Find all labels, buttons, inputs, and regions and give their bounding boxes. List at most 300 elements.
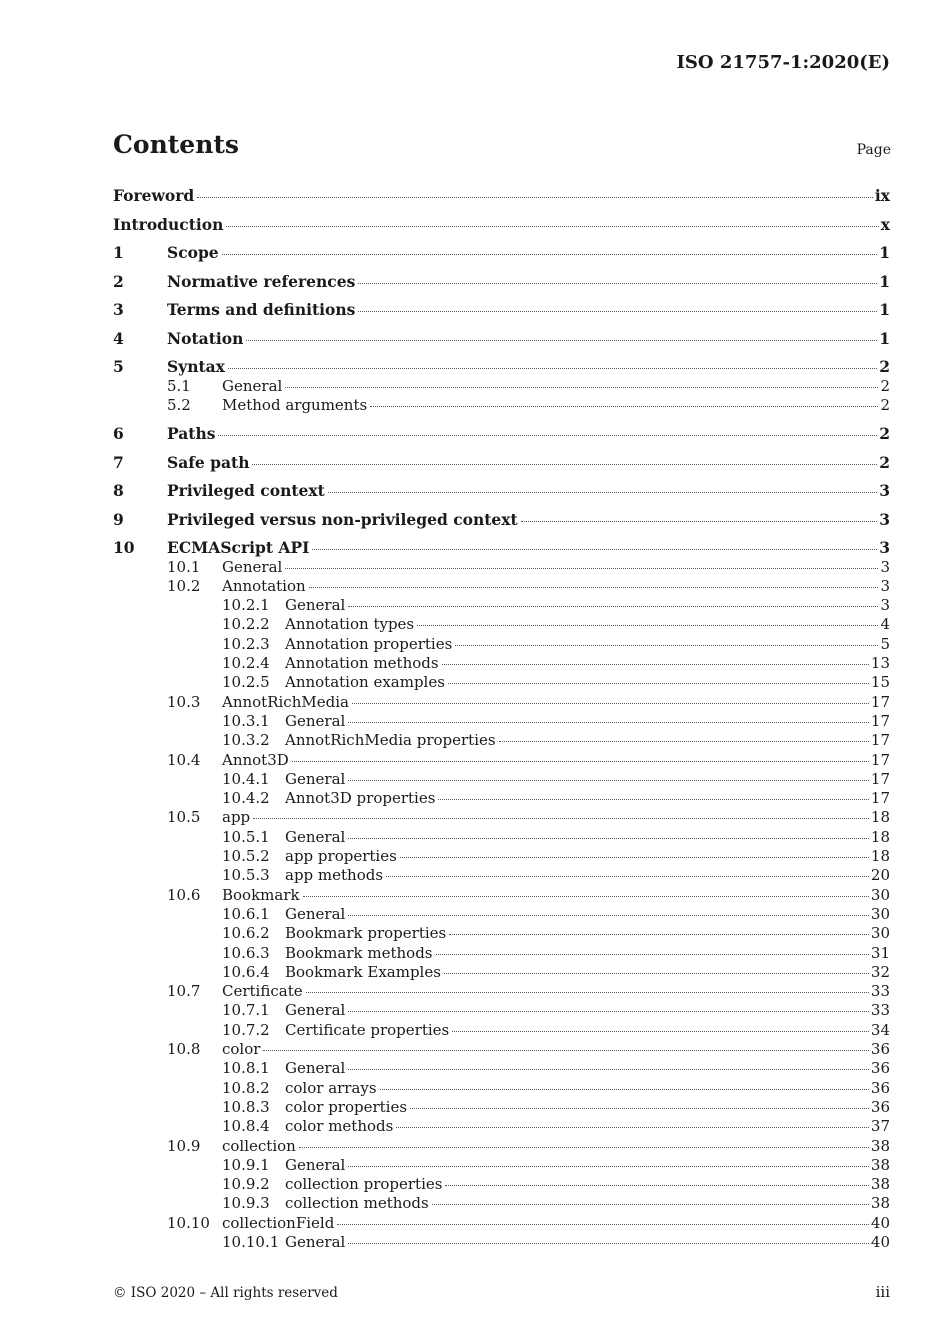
toc-entry-line — [222, 808, 890, 827]
toc-entry-title: Annotation examples — [285, 673, 445, 692]
dot-leader — [348, 605, 878, 607]
toc-entry-title: Foreword — [113, 186, 195, 205]
dot-leader — [386, 875, 869, 877]
toc-entry-line — [222, 1214, 890, 1233]
toc-entry[interactable] — [113, 789, 890, 808]
dot-leader — [348, 721, 869, 723]
toc-entry-line — [285, 615, 890, 634]
toc-entry[interactable] — [113, 1137, 890, 1156]
toc-entry-page: 2 — [879, 452, 890, 472]
toc-entry[interactable] — [113, 558, 890, 577]
toc-entry-line — [285, 1079, 890, 1098]
toc-entry-number: 10.8.1 — [222, 1059, 270, 1078]
toc-entry-page: 17 — [870, 789, 890, 808]
toc-entry-title: Privileged versus non-privileged context — [167, 509, 518, 529]
toc-entry-title: Introduction — [113, 214, 224, 234]
dot-leader — [410, 1107, 869, 1109]
toc-entry-line — [167, 243, 890, 263]
toc-entry[interactable] — [113, 377, 890, 396]
dot-leader — [348, 837, 869, 839]
dot-leader — [226, 225, 878, 227]
dot-leader — [370, 405, 878, 407]
toc-entry-page: 1 — [879, 271, 890, 291]
toc-entry-number: 10.5.3 — [222, 866, 270, 885]
toc-entry-page: 17 — [870, 711, 890, 730]
toc-entry-page: 1 — [879, 300, 890, 319]
toc-entry[interactable] — [113, 272, 890, 292]
toc-entry-line — [167, 424, 890, 444]
dot-leader — [442, 663, 869, 665]
toc-entry-title: Annot3D properties — [285, 789, 436, 808]
toc-entry-line — [222, 577, 890, 596]
dot-leader — [312, 548, 877, 550]
dot-leader — [400, 856, 869, 858]
toc-entry[interactable] — [113, 654, 890, 673]
toc-entry-line — [222, 751, 890, 770]
toc-entry[interactable] — [113, 453, 890, 473]
dot-leader — [348, 1010, 869, 1012]
toc-entry-title: General — [285, 1001, 346, 1020]
toc-entry-title: Syntax — [167, 357, 225, 376]
toc-entry-line — [285, 828, 890, 847]
page-title: Contents — [113, 130, 240, 159]
toc-entry-number: 10.4.2 — [222, 789, 270, 808]
toc-entry-page: 17 — [870, 769, 890, 788]
toc-entry[interactable] — [113, 1233, 890, 1252]
toc-entry-number: 10.3.2 — [222, 731, 270, 750]
toc-entry-page: 3 — [879, 481, 890, 501]
toc-entry-line — [285, 770, 890, 789]
toc-entry-page: 40 — [870, 1232, 890, 1251]
toc-entry-number: 8 — [113, 481, 124, 501]
toc-entry[interactable] — [113, 905, 890, 924]
toc-entry-number: 1 — [113, 243, 124, 262]
toc-entry-line — [113, 215, 890, 235]
dot-leader — [337, 1223, 869, 1225]
toc-entry-number: 10.10.1 — [222, 1232, 280, 1251]
toc-entry-number: 10.6.2 — [222, 924, 270, 943]
toc-entry[interactable] — [113, 982, 890, 1001]
toc-entry-page: 34 — [870, 1020, 890, 1039]
toc-entry-number: 10.5 — [167, 808, 201, 827]
toc-entry-number: 10.2 — [167, 576, 201, 595]
toc-entry-page: 30 — [870, 904, 890, 923]
toc-entry-line — [285, 963, 890, 982]
toc-entry-title: General — [285, 827, 346, 846]
toc-entry[interactable] — [113, 1117, 890, 1136]
toc-entry-number: 10 — [113, 538, 135, 558]
dot-leader — [303, 895, 869, 897]
toc-entry-line — [167, 357, 890, 377]
toc-entry[interactable] — [113, 1214, 890, 1233]
standard-identifier: ISO 21757-1:2020(E) — [676, 52, 890, 73]
toc-entry-title: app methods — [285, 866, 384, 885]
toc-entry[interactable] — [113, 693, 890, 712]
toc-entry-line — [285, 673, 890, 692]
toc-entry[interactable] — [113, 577, 890, 596]
toc-entry-line — [222, 1137, 890, 1156]
toc-entry-title: General — [285, 1232, 346, 1251]
dot-leader — [352, 702, 869, 704]
toc-entry-title: Certificate properties — [285, 1020, 450, 1039]
toc-entry-line — [285, 1175, 890, 1194]
toc-entry-line — [113, 186, 890, 206]
toc-entry-title: color methods — [285, 1117, 394, 1136]
dot-leader — [285, 567, 878, 569]
toc-entry-page: 1 — [879, 328, 890, 348]
toc-entry-page: 38 — [870, 1136, 890, 1155]
dot-leader — [246, 339, 877, 341]
toc-entry-line — [285, 1233, 890, 1252]
toc-entry[interactable] — [113, 1194, 890, 1213]
toc-entry-title: collection — [222, 1136, 296, 1155]
toc-entry[interactable] — [113, 828, 890, 847]
toc-entry-line — [167, 300, 890, 320]
toc-entry-page: 2 — [880, 376, 890, 395]
toc-entry[interactable] — [113, 944, 890, 963]
toc-entry[interactable] — [113, 712, 890, 731]
toc-entry-number: 10.6.4 — [222, 962, 270, 981]
toc-entry-line — [285, 1001, 890, 1020]
toc-entry-number: 7 — [113, 452, 124, 472]
toc-entry-line — [167, 272, 890, 292]
toc-entry-line — [222, 693, 890, 712]
toc-entry-number: 10.2.2 — [222, 615, 270, 634]
dot-leader — [499, 740, 869, 742]
toc-entry-line — [285, 1059, 890, 1078]
toc-entry-number: 10.3.1 — [222, 711, 270, 730]
toc-entry[interactable] — [113, 635, 890, 654]
dot-leader — [197, 196, 873, 198]
toc-entry-page: 32 — [870, 962, 890, 981]
toc-entry-title: Bookmark — [222, 885, 300, 904]
dot-leader — [348, 1165, 869, 1167]
dot-leader — [328, 491, 877, 493]
toc-entry-line — [222, 558, 890, 577]
toc-entry[interactable] — [113, 300, 890, 320]
toc-entry-number: 10.8.2 — [222, 1078, 270, 1097]
toc-entry-number: 2 — [113, 271, 124, 291]
toc-entry-number: 10.5.1 — [222, 827, 270, 846]
toc-entry-number: 10.7 — [167, 982, 201, 1001]
toc-entry-number: 10.10 — [167, 1213, 210, 1232]
toc-entry-line — [222, 396, 890, 415]
toc-entry-number: 5 — [113, 357, 124, 376]
toc-entry-page: 36 — [870, 1040, 890, 1059]
toc-entry-line — [285, 789, 890, 808]
dot-leader — [449, 933, 869, 935]
toc-entry-title: Privileged context — [167, 481, 325, 501]
toc-entry-number: 10.2.3 — [222, 634, 270, 653]
dot-leader — [438, 798, 869, 800]
toc-entry-title: color properties — [285, 1097, 408, 1116]
toc-entry[interactable] — [113, 963, 890, 982]
toc-entry-page: 17 — [870, 692, 890, 711]
toc-entry-title: AnnotRichMedia — [222, 692, 349, 711]
toc-entry[interactable] — [113, 808, 890, 827]
toc-entry-title: Normative references — [167, 271, 356, 291]
page-number: iii — [875, 1283, 890, 1301]
toc-entry-title: Certificate — [222, 982, 303, 1001]
toc-entry-number: 10.6.3 — [222, 943, 270, 962]
toc-entry[interactable] — [113, 886, 890, 905]
toc-entry-page: 33 — [870, 1001, 890, 1020]
toc-entry-page: 36 — [870, 1078, 890, 1097]
toc-entry[interactable] — [113, 1059, 890, 1078]
toc-entry-title: app properties — [285, 847, 397, 866]
toc-entry-title: General — [285, 904, 346, 923]
toc-entry-page: 15 — [870, 673, 890, 692]
toc-entry-page: 36 — [870, 1097, 890, 1116]
toc-entry-title: General — [222, 376, 283, 395]
toc-entry-page: 18 — [870, 847, 890, 866]
toc-entry[interactable] — [113, 510, 890, 530]
dot-leader — [309, 586, 879, 588]
toc-entry-line — [285, 1021, 890, 1040]
toc-entry-title: Annotation methods — [285, 654, 439, 673]
toc-entry-page: 18 — [870, 808, 890, 827]
dot-leader — [380, 1088, 869, 1090]
toc-entry[interactable] — [113, 1175, 890, 1194]
toc-entry-line — [167, 329, 890, 349]
toc-entry-page: 3 — [880, 596, 890, 615]
toc-entry-number: 10.8.3 — [222, 1097, 270, 1116]
toc-entry[interactable] — [113, 243, 890, 263]
toc-entry-page: 30 — [870, 885, 890, 904]
toc-entry[interactable] — [113, 424, 890, 444]
toc-entry-title: Terms and definitions — [167, 300, 356, 319]
toc-entry-number: 10.9.2 — [222, 1175, 270, 1194]
toc-entry-title: collection properties — [285, 1175, 443, 1194]
toc-entry-page: 31 — [870, 943, 890, 962]
toc-entry-title: collection methods — [285, 1194, 429, 1213]
toc-entry-number: 4 — [113, 328, 124, 348]
toc-entry-title: color — [222, 1040, 261, 1059]
toc-entry-line — [285, 1117, 890, 1136]
toc-entry-page: 37 — [870, 1117, 890, 1136]
dot-leader — [445, 1184, 868, 1186]
toc-entry[interactable] — [113, 770, 890, 789]
toc-entry-title: Bookmark methods — [285, 943, 433, 962]
toc-entry-line — [285, 924, 890, 943]
toc-entry-page: 30 — [870, 924, 890, 943]
toc-entry-number: 10.2.5 — [222, 673, 270, 692]
dot-leader — [285, 386, 878, 388]
toc-entry-line — [167, 481, 890, 501]
toc-entry-number: 10.4 — [167, 750, 201, 769]
toc-entry-number: 10.4.1 — [222, 769, 270, 788]
dot-leader — [521, 520, 878, 522]
toc-entry-title: General — [285, 1059, 346, 1078]
dot-leader — [253, 817, 869, 819]
dot-leader — [358, 282, 877, 284]
dot-leader — [444, 972, 869, 974]
dot-leader — [436, 953, 869, 955]
toc-entry[interactable] — [113, 1156, 890, 1175]
toc-entry-title: Annotation properties — [285, 634, 453, 653]
toc-entry-line — [167, 538, 890, 558]
toc-entry-page: 17 — [870, 750, 890, 769]
toc-entry-title: General — [285, 711, 346, 730]
toc-entry-line — [285, 905, 890, 924]
toc-entry-page: 36 — [870, 1059, 890, 1078]
dot-leader — [306, 991, 869, 993]
dot-leader — [452, 1030, 869, 1032]
toc-entry-number: 9 — [113, 509, 124, 529]
toc-entry-line — [285, 712, 890, 731]
toc-entry[interactable] — [113, 1021, 890, 1040]
toc-entry-title: Safe path — [167, 452, 250, 472]
toc-entry-line — [167, 453, 890, 473]
toc-entry[interactable] — [113, 215, 890, 235]
dot-leader — [222, 253, 878, 255]
toc-entry[interactable] — [113, 186, 890, 206]
toc-entry-line — [285, 866, 890, 885]
toc-entry[interactable] — [113, 866, 890, 885]
dot-leader — [348, 914, 869, 916]
toc-entry[interactable] — [113, 538, 890, 558]
toc-entry[interactable] — [113, 924, 890, 943]
toc-entry-line — [285, 635, 890, 654]
dot-leader — [299, 1146, 869, 1148]
toc-entry-title: General — [285, 769, 346, 788]
page-column-label: Page — [856, 142, 891, 158]
toc-entry-page: 3 — [880, 557, 890, 576]
toc-entry[interactable] — [113, 731, 890, 750]
toc-entry-number: 6 — [113, 424, 124, 444]
toc-entry-page: 3 — [880, 576, 890, 595]
toc-entry-number: 10.9.3 — [222, 1194, 270, 1213]
toc-entry-page: 4 — [880, 615, 890, 634]
toc-entry-number: 10.1 — [167, 557, 201, 576]
toc-entry-page: 3 — [879, 538, 890, 558]
toc-entry[interactable] — [113, 615, 890, 634]
toc-entry-number: 10.5.2 — [222, 847, 270, 866]
toc-entry-page: 40 — [870, 1213, 890, 1232]
toc-entry-line — [222, 1040, 890, 1059]
toc-entry-line — [222, 377, 890, 396]
toc-entry-title: Annot3D — [222, 750, 289, 769]
toc-entry-line — [285, 731, 890, 750]
toc-entry-title: collectionField — [222, 1213, 335, 1232]
toc-entry-number: 10.2.4 — [222, 654, 270, 673]
dot-leader — [348, 1068, 869, 1070]
table-of-contents — [113, 186, 890, 1252]
toc-entry-line — [285, 596, 890, 615]
toc-entry-number: 10.8 — [167, 1040, 201, 1059]
toc-entry-title: AnnotRichMedia properties — [285, 731, 496, 750]
toc-entry-page: 38 — [870, 1155, 890, 1174]
toc-entry-line — [285, 1156, 890, 1175]
toc-entry[interactable] — [113, 847, 890, 866]
toc-entry-number: 10.7.2 — [222, 1020, 270, 1039]
toc-entry[interactable] — [113, 329, 890, 349]
toc-entry-number: 10.3 — [167, 692, 201, 711]
toc-entry-line — [285, 944, 890, 963]
toc-entry-page: 33 — [870, 982, 890, 1001]
toc-entry-line — [285, 654, 890, 673]
toc-entry-number: 10.7.1 — [222, 1001, 270, 1020]
toc-entry-page: 1 — [879, 243, 890, 262]
toc-entry-title: General — [285, 596, 346, 615]
toc-entry-page: 38 — [870, 1175, 890, 1194]
toc-entry-page: 18 — [870, 827, 890, 846]
toc-entry[interactable] — [113, 673, 890, 692]
toc-entry-page: 13 — [870, 654, 890, 673]
toc-entry[interactable] — [113, 751, 890, 770]
toc-entry-title: app — [222, 808, 251, 827]
copyright-notice: © ISO 2020 – All rights reserved — [113, 1285, 338, 1301]
dot-leader — [358, 310, 877, 312]
toc-entry-number: 3 — [113, 300, 124, 319]
toc-entry-page: 17 — [870, 731, 890, 750]
toc-entry[interactable] — [113, 1040, 890, 1059]
toc-entry[interactable] — [113, 481, 890, 501]
toc-entry-page: 3 — [879, 509, 890, 529]
toc-entry-line — [285, 1194, 890, 1213]
dot-leader — [252, 463, 877, 465]
toc-entry-page: ix — [874, 186, 890, 205]
toc-entry-line — [285, 1098, 890, 1117]
dot-leader — [348, 1242, 869, 1244]
toc-entry-title: Method arguments — [222, 395, 368, 414]
toc-entry-title: Bookmark Examples — [285, 962, 441, 981]
toc-entry-title: color arrays — [285, 1078, 377, 1097]
dot-leader — [455, 644, 878, 646]
dot-leader — [218, 434, 877, 436]
toc-entry-number: 10.8.4 — [222, 1117, 270, 1136]
toc-entry-number: 10.2.1 — [222, 596, 270, 615]
toc-entry-title: Annotation — [222, 576, 306, 595]
toc-entry-line — [285, 847, 890, 866]
toc-entry[interactable] — [113, 357, 890, 377]
dot-leader — [292, 760, 869, 762]
toc-entry-number: 5.1 — [167, 376, 191, 395]
toc-entry[interactable] — [113, 1098, 890, 1117]
dot-leader — [228, 367, 877, 369]
toc-entry-page: 20 — [870, 866, 890, 885]
toc-entry[interactable] — [113, 1001, 890, 1020]
toc-entry-page: 2 — [879, 424, 890, 444]
toc-entry-number: 10.9.1 — [222, 1155, 270, 1174]
toc-entry[interactable] — [113, 396, 890, 415]
toc-entry-number: 5.2 — [167, 395, 191, 414]
toc-entry[interactable] — [113, 1079, 890, 1098]
toc-entry-page: 2 — [880, 395, 890, 414]
dot-leader — [396, 1126, 869, 1128]
dot-leader — [263, 1049, 868, 1051]
toc-entry-number: 10.6.1 — [222, 904, 270, 923]
toc-entry-page: 2 — [879, 357, 890, 376]
toc-entry-page: 5 — [880, 634, 890, 653]
toc-entry-line — [222, 886, 890, 905]
toc-entry-title: General — [222, 557, 283, 576]
dot-leader — [348, 779, 869, 781]
toc-entry-title: Scope — [167, 243, 219, 262]
dot-leader — [448, 682, 869, 684]
dot-leader — [432, 1203, 869, 1205]
toc-entry-page: 38 — [870, 1194, 890, 1213]
toc-entry-title: General — [285, 1155, 346, 1174]
toc-entry-number: 10.9 — [167, 1136, 201, 1155]
toc-entry[interactable] — [113, 596, 890, 615]
toc-entry-title: ECMAScript API — [167, 538, 310, 558]
toc-entry-line — [167, 510, 890, 530]
toc-entry-title: Notation — [167, 328, 244, 348]
dot-leader — [417, 624, 878, 626]
toc-entry-page: x — [880, 214, 890, 234]
toc-entry-line — [222, 982, 890, 1001]
